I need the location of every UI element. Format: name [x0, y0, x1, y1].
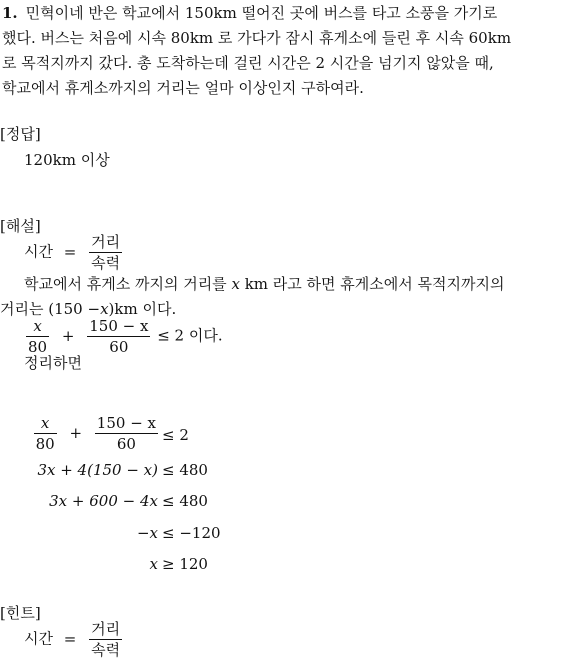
problem-text-1: 민혁이네 반은 학교에서 150km 떨어진 곳에 버스를 타고 소풍을 가기로 [25, 4, 498, 22]
step1-num-2: 150 − x [96, 414, 156, 432]
hint-formula-numerator: 거리 [91, 620, 121, 638]
ineq-rest: ≤ 2 이다. [157, 326, 223, 345]
step-4-rhs: ≤ −120 [162, 524, 221, 542]
hint-formula-denominator: 속력 [91, 641, 121, 659]
solution-text-2a: 거리는 (150 − [0, 300, 101, 318]
ineq-fraction-1 [26, 316, 49, 357]
solution-text-2b: )km 이다. [108, 300, 177, 318]
problem-line-4: 학교에서 휴게소까지의 거리는 얼마 이상인지 구하여라. [2, 79, 364, 97]
solution-var-x2: x [100, 300, 109, 318]
step-4-lhs: −x [136, 524, 158, 542]
step-5-rhs: ≥ 120 [162, 555, 208, 573]
formula-fraction [89, 232, 122, 273]
problem-line-3: 로 목적지까지 갔다. 총 도착하는데 걸린 시간은 2 시간을 넘기지 않았을 때, [2, 54, 494, 72]
step-3-lhs: 3x + 600 − 4x [49, 492, 158, 510]
hint-formula-fraction [89, 619, 122, 660]
step1-fraction-2 [95, 413, 158, 454]
step-2-lhs: 3x + 4(150 − x) [37, 461, 158, 479]
hint-formula [24, 619, 124, 660]
problem-line-1 [2, 2, 572, 23]
formula-denominator: 속력 [91, 254, 121, 272]
ineq-fraction-2 [87, 316, 150, 357]
formula-lhs: 시간 [24, 242, 53, 261]
solution-header: [해설] [0, 217, 41, 235]
step1-den-2: 60 [116, 435, 136, 453]
step1-fraction-1 [34, 413, 57, 454]
hint-formula-lhs: 시간 [24, 629, 53, 648]
formula-eq: = [63, 242, 77, 261]
ineq-plus: + [61, 326, 75, 345]
step1-den-1: 80 [35, 435, 55, 453]
step-1-rhs: ≤ 2 [162, 426, 189, 444]
answer-header: [정답] [0, 125, 41, 143]
solution-var-x: x [231, 275, 240, 293]
problem-line-2: 했다. 버스는 처음에 시속 80km 로 가다가 잠시 휴게소에 들린 후 시속 60km [2, 29, 512, 47]
solution-text-1a: 학교에서 휴게소 까지의 거리를 [24, 275, 227, 293]
solution-text-1 [24, 273, 504, 294]
ineq-den-1: 80 [28, 338, 48, 356]
solution-text-1b: km 라고 하면 휴게소에서 목적지까지의 [244, 275, 505, 293]
solution-inequality [24, 316, 223, 357]
solution-formula [24, 232, 124, 273]
step-2-rhs: ≤ 480 [162, 461, 208, 479]
problem-number: 1. [2, 4, 18, 22]
answer-value: 120km 이상 [24, 151, 110, 169]
ineq-num-2: 150 − x [89, 317, 149, 335]
step1-num-1: x [34, 413, 57, 434]
formula-numerator: 거리 [91, 233, 121, 251]
step-5-lhs: x [149, 555, 158, 573]
ineq-num-1: x [26, 316, 49, 337]
step1-plus: + [69, 423, 83, 442]
ineq-den-2: 60 [109, 338, 129, 356]
solution-organize: 정리하면 [24, 354, 82, 372]
hint-header: [힌트] [0, 604, 41, 622]
step-3-rhs: ≤ 480 [162, 492, 208, 510]
hint-formula-eq: = [63, 629, 77, 648]
